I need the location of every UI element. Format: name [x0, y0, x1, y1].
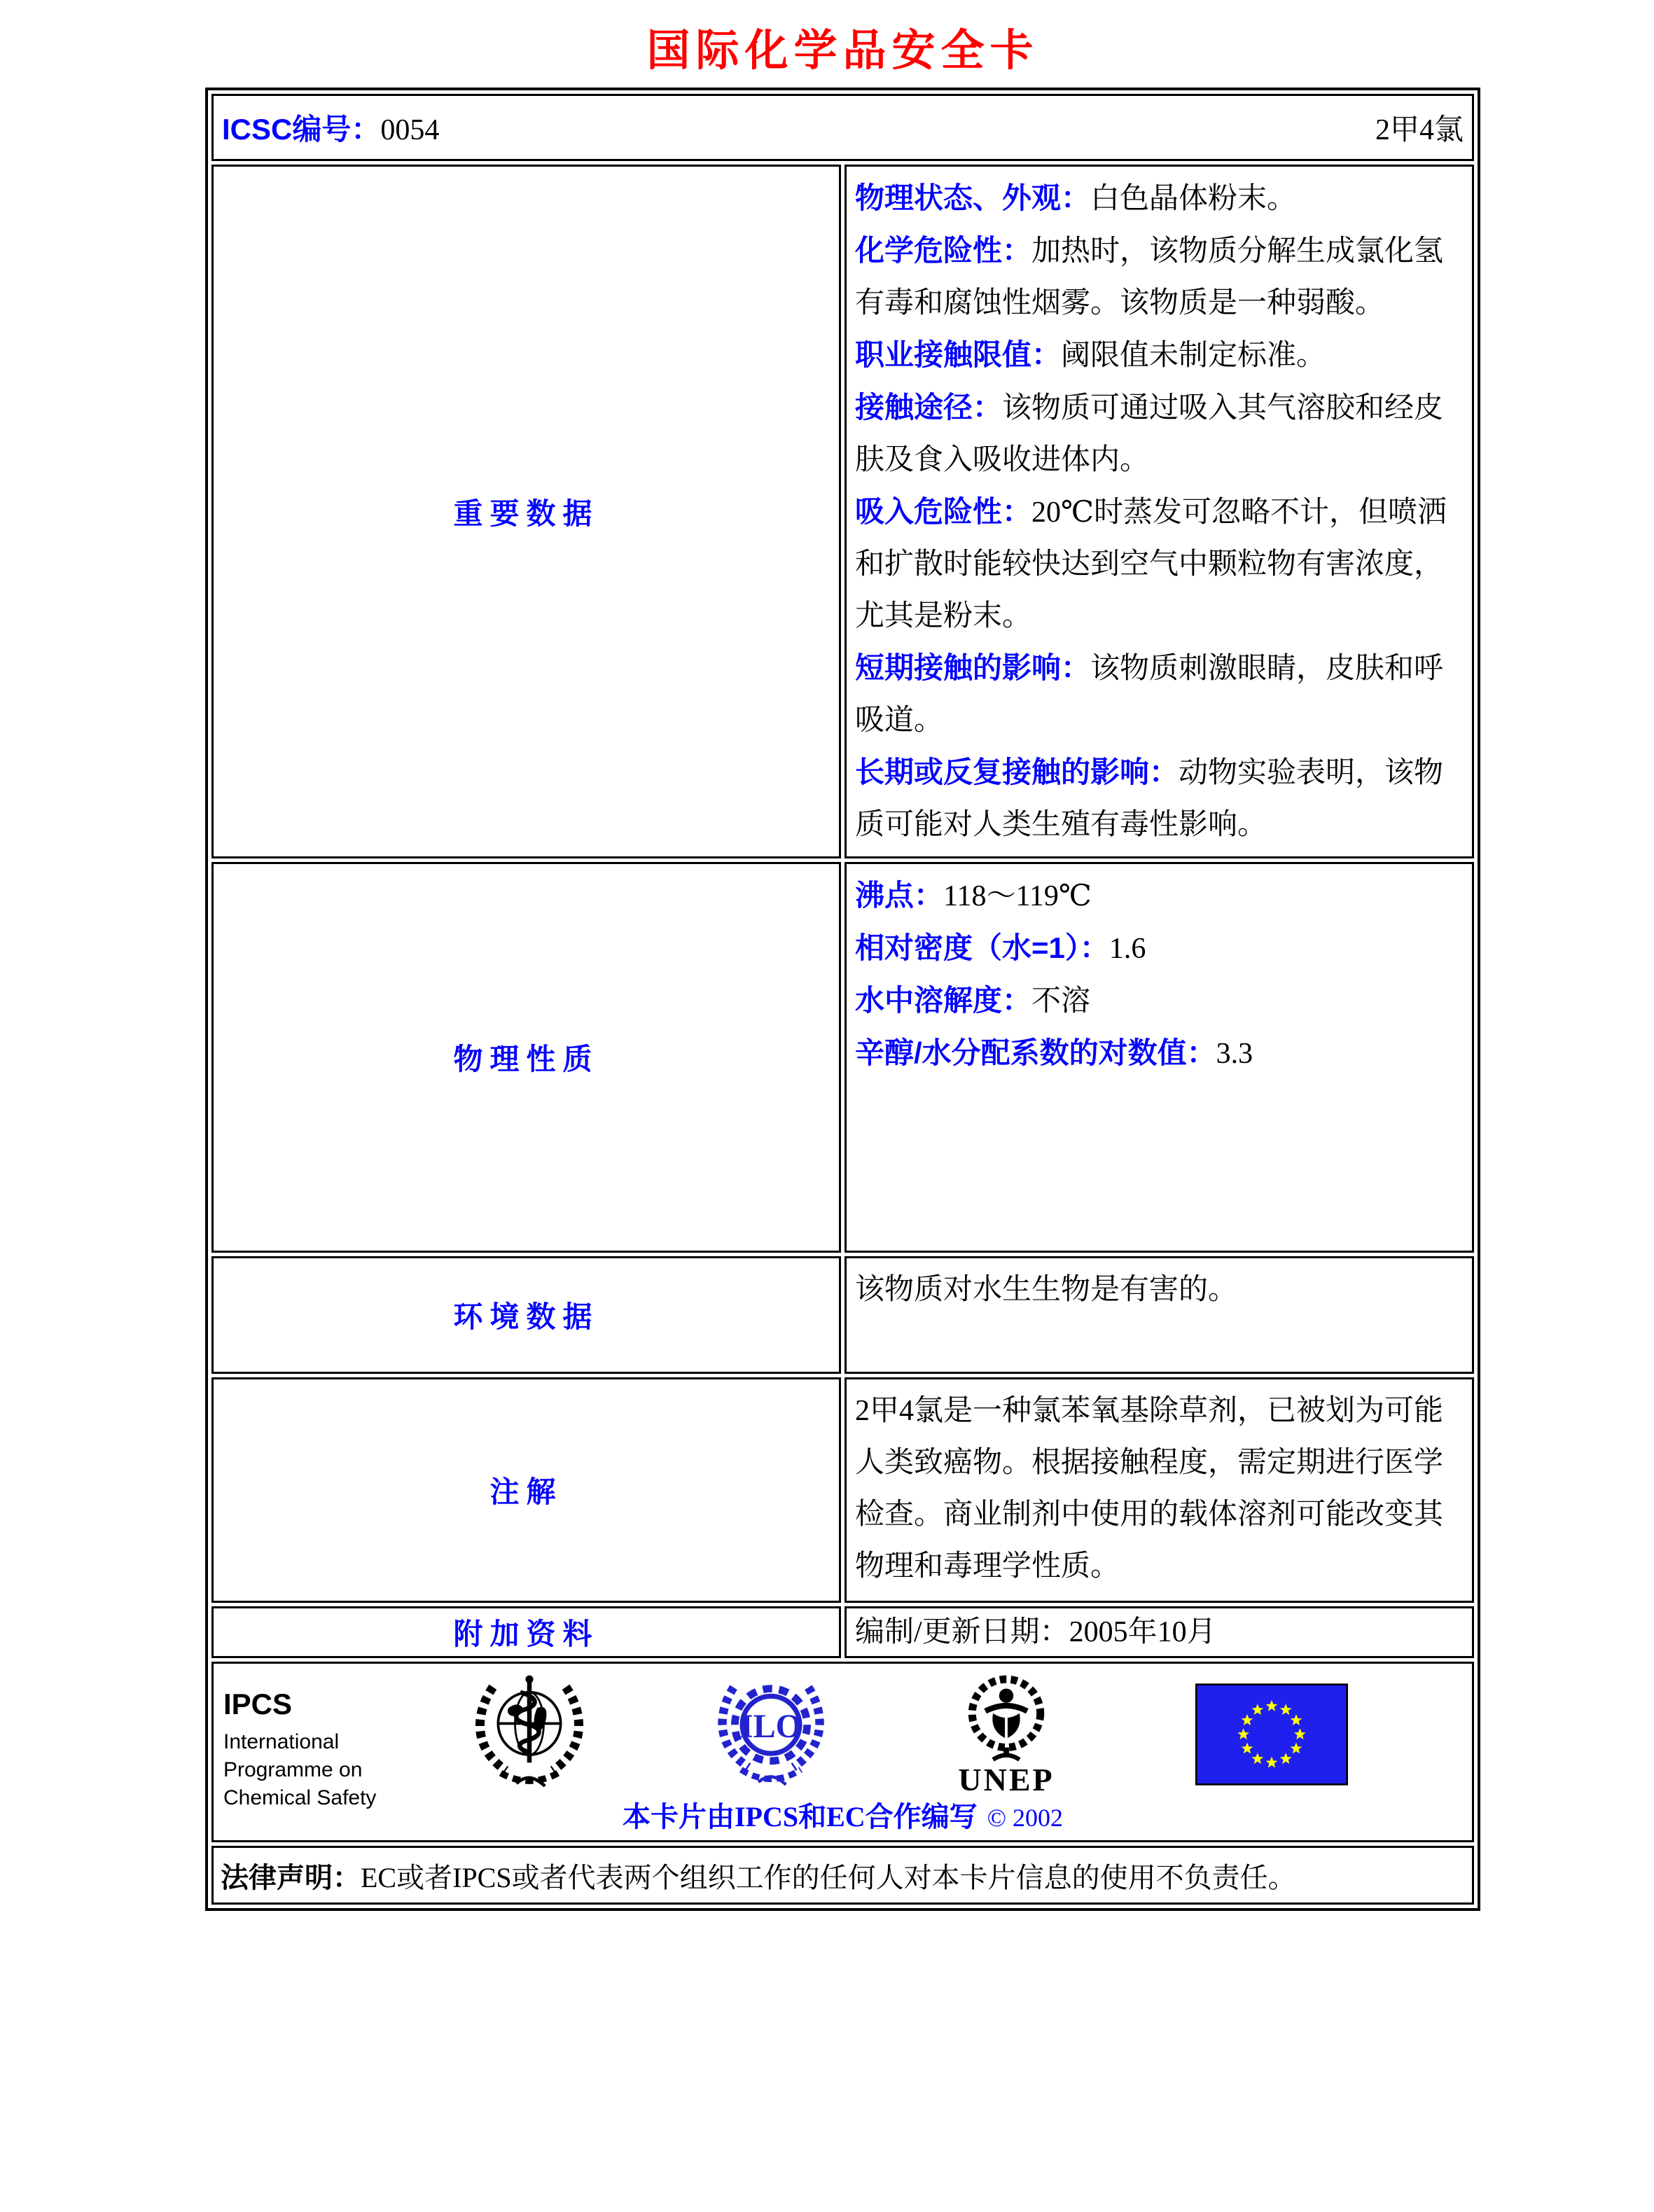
important-item: [855, 642, 1464, 746]
ipcs-line2: Programme on: [223, 1758, 363, 1781]
item-label: 职业接触限值：: [855, 338, 1062, 371]
header-cell: [211, 94, 1474, 161]
physical-item: [855, 922, 1464, 975]
item-text: 118～119℃: [943, 880, 1092, 912]
ipcs-acronym: IPCS: [223, 1688, 293, 1720]
important-item: [855, 329, 1464, 382]
item-text: 该物质可通过吸入其气溶胶和经皮肤及食入吸收进体内。: [855, 392, 1444, 476]
notes-content: 2甲4氯是一种氯苯氧基除草剂，已被划为可能人类致癌物。根据接触程度，需定期进行医学检查。商业制剂中使用的载体溶剂可能改变其物理和毒理学性质。: [845, 1377, 1474, 1603]
legal-label: 法律声明：: [221, 1862, 361, 1893]
ipcs-line3: Chemical Safety: [223, 1786, 377, 1809]
important-item: [855, 746, 1464, 851]
copyright-text: © 2002: [987, 1804, 1064, 1832]
item-text: 动物实验表明，该物质可能对人类生殖有毒性影响。: [855, 757, 1444, 841]
ilo-logo-icon: [708, 1675, 834, 1803]
safety-card-table: [205, 88, 1480, 1911]
physical-item: [855, 1027, 1464, 1080]
table-row-environmental-data: [211, 1256, 1474, 1374]
card-credit-line: [214, 1795, 1472, 1835]
who-logo-icon: [464, 1671, 595, 1806]
table-row-legal-notice: [211, 1846, 1474, 1905]
important-item: [855, 172, 1464, 225]
item-text: 阈限值未制定标准。: [1061, 340, 1326, 372]
table-row-additional-info: [211, 1606, 1474, 1658]
item-text: 白色晶体粉末。: [1090, 183, 1297, 215]
item-label: 辛醇/水分配系数的对数值：: [855, 1036, 1216, 1069]
item-label: 接触途径：: [855, 391, 1003, 424]
item-text: 该物质刺激眼睛，皮肤和呼吸道。: [855, 653, 1444, 737]
item-label: 短期接触的影响：: [855, 651, 1091, 684]
section-label-additional-info: 附加资料: [211, 1606, 841, 1658]
item-label: 化学危险性：: [855, 234, 1032, 267]
page-title: 国际化学品安全卡: [646, 27, 1039, 75]
update-date-value: 2005年10月: [1069, 1616, 1216, 1648]
section-label-notes: 注解: [211, 1377, 841, 1603]
item-label: 水中溶解度：: [855, 984, 1032, 1017]
ipcs-line1: International: [223, 1730, 340, 1753]
table-row-header: [211, 94, 1474, 161]
ipcs-text-block: [223, 1688, 376, 1812]
item-text: 20℃时蒸发可忽略不计，但喷洒和扩散时能较快达到空气中颗粒物有害浓度，尤其是粉末。: [855, 496, 1447, 632]
unep-wordmark: UNEP: [958, 1762, 1055, 1797]
section-label-important-data: 重要数据: [211, 165, 841, 858]
table-row-notes: [211, 1377, 1474, 1603]
item-label: 吸入危险性：: [855, 495, 1032, 528]
legal-text: EC或者IPCS或者代表两个组织工作的任何人对本卡片信息的使用不负责任。: [361, 1861, 1296, 1893]
environmental-data-content: 该物质对水生生物是有害的。: [845, 1256, 1474, 1374]
item-text: 1.6: [1109, 933, 1146, 965]
icsc-number: [222, 106, 439, 148]
item-text: 不溶: [1031, 985, 1091, 1017]
item-label: 物理状态、外观：: [855, 181, 1091, 214]
unep-logo-icon: [950, 1669, 1062, 1798]
section-label-physical-properties: 物理性质: [211, 862, 841, 1253]
item-text: 加热时，该物质分解生成氯化氢有毒和腐蚀性烟雾。该物质是一种弱酸。: [855, 235, 1444, 319]
update-date-label: 编制/更新日期：: [855, 1616, 1069, 1648]
chemical-name: 2甲4氯: [1375, 114, 1464, 146]
item-label: 沸点：: [855, 879, 944, 912]
physical-item: [855, 975, 1464, 1027]
important-item: [855, 225, 1464, 329]
table-row-physical-properties: [211, 862, 1474, 1253]
credit-text: 本卡片由IPCS和EC合作编写: [622, 1801, 978, 1832]
section-label-environmental-data: 环境数据: [211, 1256, 841, 1374]
physical-properties-content: [845, 862, 1474, 1253]
eu-flag-icon: [1195, 1683, 1348, 1789]
important-item: [855, 382, 1464, 486]
icsc-value: 0054: [380, 114, 440, 146]
table-row-important-data: [211, 165, 1474, 858]
footer-cell: [211, 1662, 1474, 1842]
item-label: 相对密度（水=1）：: [855, 931, 1109, 964]
legal-notice-cell: [211, 1846, 1474, 1905]
important-item: [855, 486, 1464, 642]
table-row-footer-logos: [211, 1662, 1474, 1842]
important-data-content: [845, 165, 1474, 858]
additional-info-content: [845, 1606, 1474, 1658]
item-text: 3.3: [1216, 1038, 1253, 1070]
physical-item: [855, 870, 1464, 922]
ilo-letters: ILO: [739, 1708, 802, 1745]
item-label: 长期或反复接触的影响：: [855, 756, 1179, 788]
icsc-label: ICSC编号：: [222, 113, 381, 146]
